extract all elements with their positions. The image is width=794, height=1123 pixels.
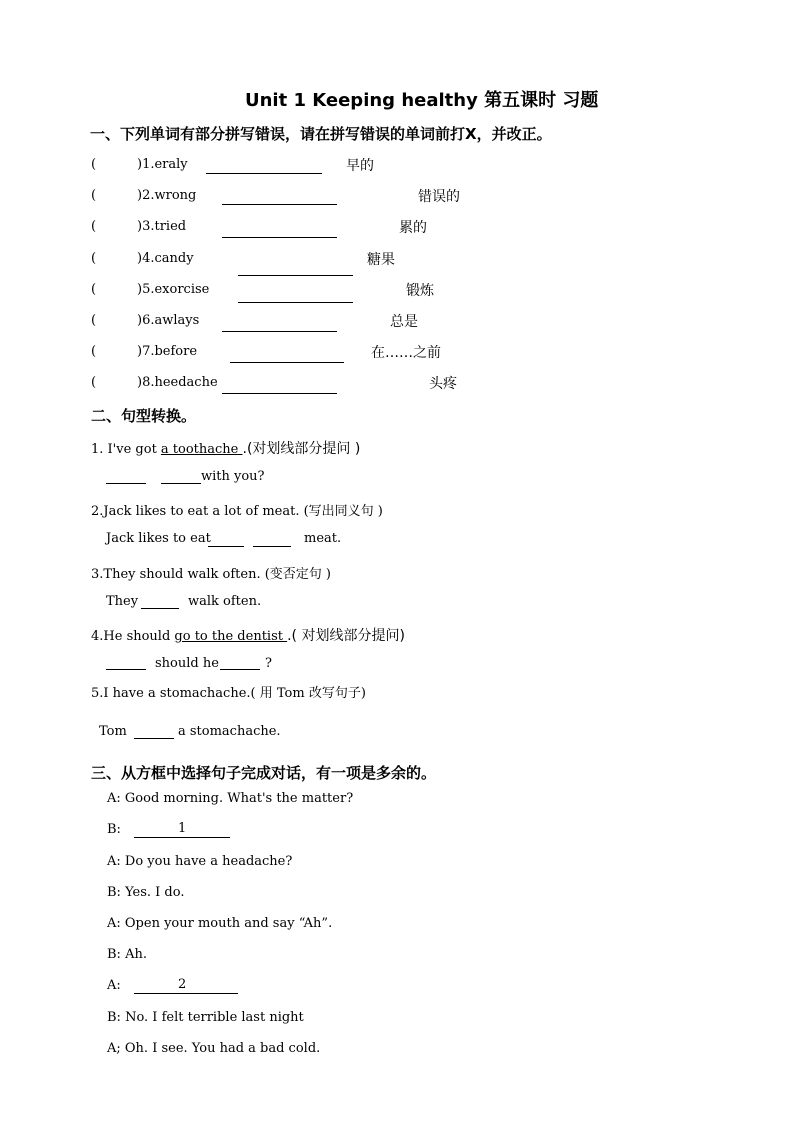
s3-line-8: B: No. I felt terrible last night: [107, 1010, 304, 1025]
s2-q4-post: .( 对划线部分提问): [287, 628, 405, 644]
s1-word-6: )6.awlays: [137, 313, 200, 328]
s1-answer-blank-8[interactable]: [222, 393, 337, 394]
s1-paren-5: (: [91, 282, 97, 297]
s2-q4-blank-2[interactable]: [220, 669, 260, 670]
s3-line-5: A: Open your mouth and say “Ah”.: [107, 916, 333, 931]
s2-q3-blank-1[interactable]: [141, 608, 179, 609]
s2-q2-blank-1[interactable]: [208, 546, 244, 547]
s2-q4-answer-post: ?: [265, 656, 272, 671]
s3-line-2: B:: [107, 822, 121, 837]
s1-meaning-7: 在……之前: [371, 345, 441, 361]
s1-word-5: )5.exorcise: [137, 282, 210, 297]
s3-line-9: A; Oh. I see. You had a bad cold.: [107, 1041, 321, 1056]
s2-q3: 3.They should walk often. (变否定句 ): [91, 567, 331, 582]
s1-paren-6: (: [91, 313, 97, 328]
s2-q5-answer-pre: Tom: [99, 724, 127, 739]
s1-paren-7: (: [91, 344, 97, 359]
s1-answer-blank-6[interactable]: [222, 331, 337, 332]
s1-meaning-4: 糖果: [367, 252, 395, 268]
s1-paren-8: (: [91, 375, 97, 390]
s2-q5: 5.I have a stomachache.( 用 Tom 改写句子): [91, 686, 366, 701]
s1-word-2: )2.wrong: [137, 188, 197, 203]
s2-q5-blank-1[interactable]: [134, 738, 174, 739]
s2-q2-blank-2[interactable]: [253, 546, 291, 547]
s2-q4-blank-1[interactable]: [106, 669, 146, 670]
page-title: Unit 1 Keeping healthy 第五课时 习题: [245, 90, 599, 111]
s1-word-7: )7.before: [137, 344, 198, 359]
s2-q5-answer-post: a stomachache.: [178, 724, 281, 739]
s2-q4-pre: 4.He should: [91, 629, 175, 644]
s1-answer-blank-1[interactable]: [206, 173, 322, 174]
s1-meaning-8: 头疼: [429, 376, 457, 392]
s2-q1-answer-tail: with you?: [201, 469, 265, 484]
s1-paren-1: (: [91, 157, 97, 172]
s1-paren-4: (: [91, 251, 97, 266]
s2-q2-answer-pre: Jack likes to eat: [106, 531, 211, 546]
s1-word-8: )8.heedache: [137, 375, 218, 390]
s2-q2-text: 2.Jack likes to eat a lot of meat. (写出同义句 ): [91, 504, 383, 519]
s1-meaning-6: 总是: [390, 314, 418, 330]
s1-paren-2: (: [91, 188, 97, 203]
s2-q2-answer-post: meat.: [304, 531, 342, 546]
s2-q3-answer-pre: They: [106, 594, 139, 609]
s2-q1-post: .(对划线部分提问 ): [242, 441, 361, 457]
s1-paren-3: (: [91, 219, 97, 234]
s3-line-7: A:: [107, 978, 121, 993]
s2-q1-underlined: a toothache: [160, 442, 243, 457]
s2-q3-answer-post: walk often.: [188, 594, 262, 609]
s3-line-6: B: Ah.: [107, 947, 147, 962]
s2-q1: [91, 438, 360, 458]
s1-word-3: )3.tried: [137, 219, 187, 234]
s3-blank-1[interactable]: [134, 837, 230, 838]
s2-q4-underlined: go to the dentist: [174, 629, 288, 644]
s2-q1-blank-2[interactable]: [161, 483, 201, 484]
s3-line-3: A: Do you have a headache?: [107, 854, 293, 869]
s1-word-1: )1.eraly: [137, 157, 188, 172]
s2-q2: [91, 500, 383, 519]
section3-heading: 三、从方框中选择句子完成对话，有一项是多余的。: [91, 764, 437, 782]
s1-answer-blank-4[interactable]: [238, 275, 353, 276]
s3-line-4: B: Yes. I do.: [107, 885, 185, 900]
s3-blank-2[interactable]: [134, 993, 238, 994]
s2-q1-blank-1[interactable]: [106, 483, 146, 484]
s1-meaning-2: 错误的: [418, 189, 460, 205]
s3-blank-1-number: 1: [178, 821, 187, 836]
section1-heading: 一、下列单词有部分拼写错误，请在拼写错误的单词前打X，并改正。: [90, 125, 552, 143]
s2-q4-answer-mid: should he: [155, 656, 219, 671]
s2-q1-pre: 1. I've got: [91, 442, 161, 457]
s1-answer-blank-2[interactable]: [222, 204, 337, 205]
s3-line-1: A: Good morning. What's the matter?: [107, 791, 354, 806]
s2-q4: [91, 625, 405, 645]
s1-answer-blank-5[interactable]: [238, 302, 353, 303]
s1-meaning-3: 累的: [399, 220, 427, 236]
s1-meaning-5: 锻炼: [406, 283, 434, 299]
s3-blank-2-number: 2: [178, 977, 187, 992]
section2-heading: 二、句型转换。: [91, 407, 197, 425]
s1-word-4: )4.candy: [137, 251, 194, 266]
s1-meaning-1: 早的: [346, 158, 374, 174]
s1-answer-blank-3[interactable]: [222, 237, 337, 238]
s1-answer-blank-7[interactable]: [230, 362, 344, 363]
